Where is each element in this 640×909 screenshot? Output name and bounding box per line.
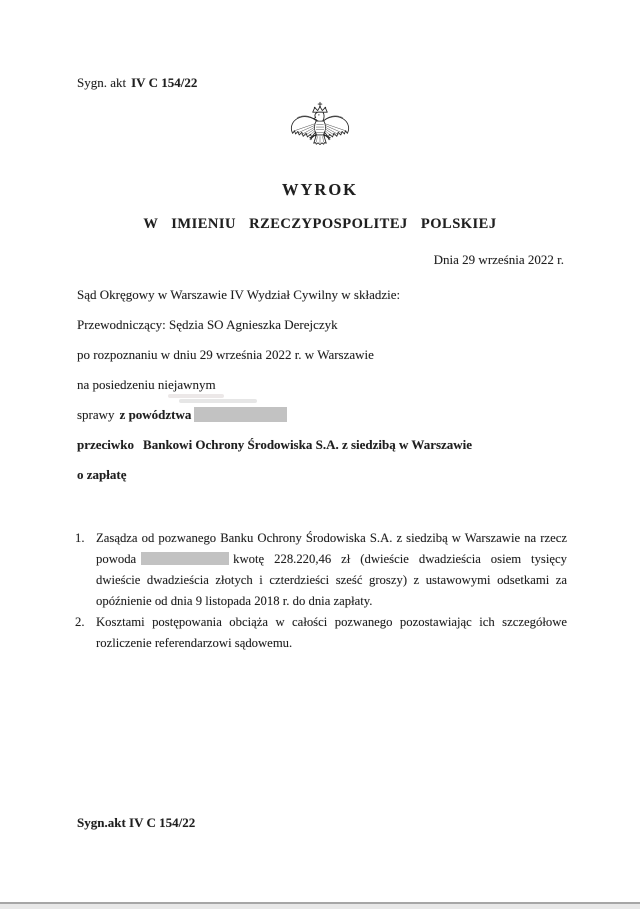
case-number-header <box>77 75 197 91</box>
claim-bold-label: z powództwa <box>119 407 192 422</box>
ruling-item-1 <box>75 528 567 612</box>
ruling-item-2 <box>75 612 567 654</box>
case-subject-line: o zapłatę <box>77 467 127 482</box>
against-label: przeciwko <box>77 437 135 452</box>
scan-bottom-edge-bar <box>0 902 640 909</box>
ruling-text-after-redaction: kwotę 228.220,46 zł (dwieście dwadzieścia osiem tysięcy dwieście dwadzieścia złotych i czterdzieści sześć groszy) z ustawowymi odsetkami za opóźnienie od dnia 9 listopada 2018 r. do dnia zapłaty. <box>96 552 567 608</box>
claim-prefix: sprawy <box>77 407 115 422</box>
ruling-number: 2. <box>75 615 85 629</box>
case-number-label: Sygn. akt <box>77 75 127 90</box>
defendant-line <box>77 437 472 453</box>
eagle-icon <box>287 101 353 165</box>
polish-eagle-emblem <box>287 101 353 165</box>
ruling-text: Kosztami postępowania obciąża w całości pozwanego pozostawiając ich szczegółowe rozliczenie referendarzowi sądowemu. <box>96 615 567 650</box>
defendant-name: Bankowi Ochrony Środowiska S.A. z siedzibą w Warszawie <box>143 437 473 452</box>
ruling-text-before-redaction: Zasądza od pozwanego Banku Ochrony Środowiska S.A. z siedzibą w Warszawie na rzecz powoda <box>96 531 567 566</box>
in-the-name-of-republic-line: W IMIENIU RZECZYPOSPOLITEJ POLSKIEJ <box>143 216 497 232</box>
claim-line <box>77 407 287 423</box>
scan-artifact-smudge <box>179 399 257 403</box>
judgment-title: WYROK <box>282 180 358 199</box>
judgment-date: Dnia 29 września 2022 r. <box>433 252 564 267</box>
footer-case-number: Sygn.akt IV C 154/22 <box>77 815 196 830</box>
scan-artifact-smudge <box>168 394 224 398</box>
ruling-list <box>75 528 567 654</box>
presiding-judge-line: Przewodniczący: Sędzia SO Agnieszka Derejczyk <box>77 317 338 332</box>
ruling-number: 1. <box>75 531 85 545</box>
hearing-date-line: po rozpoznaniu w dniu 29 września 2022 r. w Warszawie <box>77 347 374 362</box>
redaction-box-plaintiff-name <box>141 552 229 565</box>
session-type-line: na posiedzeniu niejawnym <box>77 377 216 392</box>
redaction-box-plaintiff <box>194 407 287 422</box>
court-composition-line: Sąd Okręgowy w Warszawie IV Wydział Cywilny w składzie: <box>77 287 401 302</box>
case-number-value: IV C 154/22 <box>131 75 198 90</box>
